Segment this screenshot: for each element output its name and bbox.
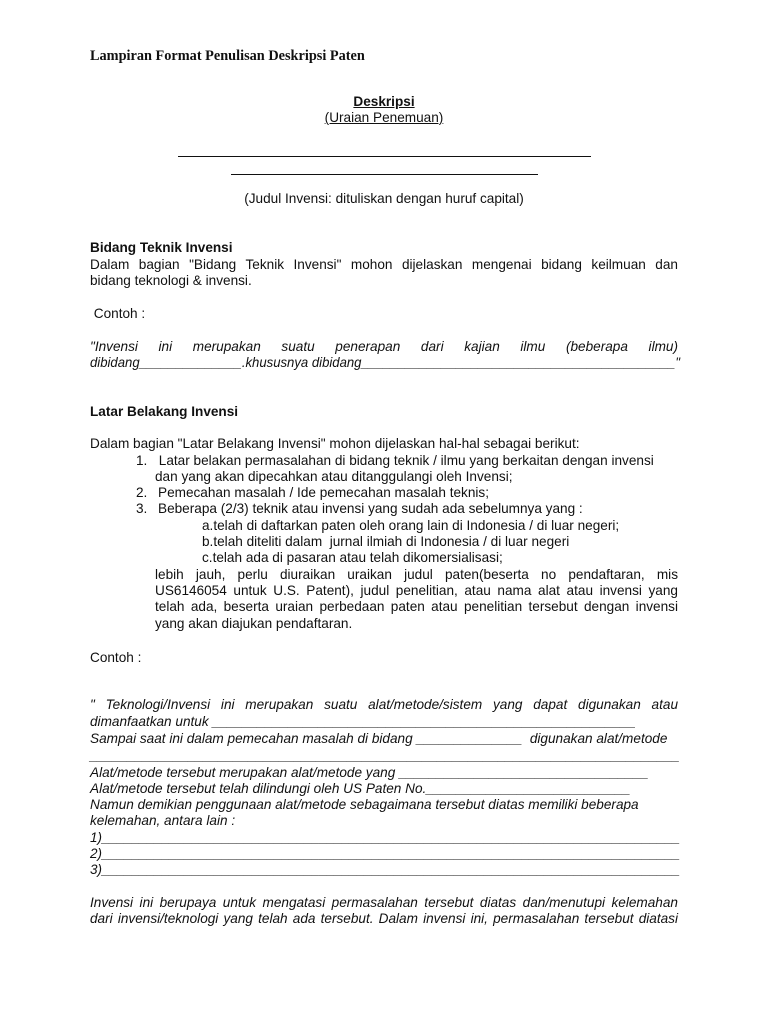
- contoh-line: Alat/metode tersebut merupakan alat/metode yang _________________________________: [90, 765, 649, 780]
- contoh-line: dimanfaatkan untuk ________________________________________________________: [90, 714, 636, 729]
- bidang-example-line: "Invensi ini merupakan suatu penerapan dari kajian ilmu (beberapa ilmu): [90, 339, 678, 354]
- latar-contoh-label: Contoh :: [90, 650, 142, 665]
- latar-item-2-text: Pemecahan masalah / Ide pemecahan masalah teknis;: [158, 485, 489, 500]
- latar-intro: Dalam bagian "Latar Belakang Invensi" mohon dijelaskan hal-hal sebagai berikut:: [90, 436, 580, 451]
- contoh-line: dari invensi/teknologi yang telah ada tersebut. Dalam invensi ini, permasalahan tersebut diatasi: [90, 911, 678, 926]
- contoh-line: Namun demikian penggunaan alat/metode sebagaimana tersebut diatas memiliki beberapa: [90, 797, 639, 812]
- contoh-line: ______________________________________________________________________________: [90, 748, 680, 763]
- contoh-line: 2)_____________________________________________________________________________: [90, 846, 681, 861]
- contoh-line: Alat/metode tersebut telah dilindungi oleh US Paten No.___________________________: [90, 781, 631, 796]
- contoh-line: Invensi ini berupaya untuk mengatasi permasalahan tersebut diatas dan/menutupi kelemahan: [90, 895, 678, 910]
- title-blank-line-2: [231, 174, 538, 175]
- latar-sub-item-b: b.telah diteliti dalam jurnal ilmiah di Indonesia / di luar negeri: [202, 534, 570, 549]
- latar-item-3-number: 3.: [136, 501, 148, 516]
- contoh-line: " Teknologi/Invensi ini merupakan suatu alat/metode/sistem yang dapat digunakan atau: [90, 697, 678, 712]
- contoh-line: 3)_____________________________________________________________________________: [90, 862, 681, 877]
- latar-sub-item-c: c.telah ada di pasaran atau telah dikomersialisasi;: [202, 550, 503, 565]
- bidang-paragraph-line: Dalam bagian "Bidang Teknik Invensi" mohon dijelaskan mengenai bidang keilmuan dan: [90, 257, 678, 272]
- contoh-line: Sampai saat ini dalam pemecahan masalah di bidang ______________ digunakan alat/metode: [90, 731, 668, 746]
- latar-item-2-number: 2.: [136, 485, 148, 500]
- contoh-line: 1)_____________________________________________________________________________: [90, 830, 681, 845]
- judul-caption: (Judul Invensi: dituliskan dengan huruf capital): [244, 191, 524, 206]
- bidang-heading: Bidang Teknik Invensi: [90, 240, 233, 255]
- latar-item-3-text: Beberapa (2/3) teknik atau invensi yang sudah ada sebelumnya yang :: [158, 501, 583, 516]
- latar-item-1-text: dan yang akan dipecahkan atau ditanggulangi oleh Invensi;: [155, 469, 513, 484]
- bidang-contoh-label: Contoh :: [90, 306, 146, 321]
- latar-heading: Latar Belakang Invensi: [90, 404, 239, 419]
- doc-subtitle: (Uraian Penemuan): [324, 110, 444, 125]
- doc-title: Deskripsi: [353, 94, 415, 109]
- header-title: Lampiran Format Penulisan Deskripsi Paten: [90, 48, 365, 64]
- bidang-paragraph-line: bidang teknologi & invensi.: [90, 273, 252, 288]
- latar-paragraph-line: US6146054 untuk U.S. Patent), judul penelitian, atau nama alat atau invensi yang: [155, 583, 678, 598]
- bidang-example-line: dibidang______________.khususnya dibidang___________________________________________": [90, 355, 681, 370]
- title-blank-line-1: [178, 156, 591, 157]
- contoh-line: kelemahan, antara lain :: [90, 813, 236, 828]
- latar-item-1-text: Latar belakan permasalahan di bidang teknik / ilmu yang berkaitan dengan invensi: [155, 453, 654, 468]
- latar-item-1-number: 1.: [136, 453, 148, 468]
- latar-paragraph-line: lebih jauh, perlu diuraikan uraikan judul paten(beserta no pendaftaran, mis: [155, 567, 678, 582]
- latar-paragraph-line: yang akan diajukan pendaftaran.: [155, 616, 353, 631]
- latar-sub-item-a: a.telah di daftarkan paten oleh orang lain di Indonesia / di luar negeri;: [202, 518, 620, 533]
- latar-paragraph-line: telah ada, beserta uraian perbedaan paten atau penelitian tersebut dengan invensi: [155, 599, 678, 614]
